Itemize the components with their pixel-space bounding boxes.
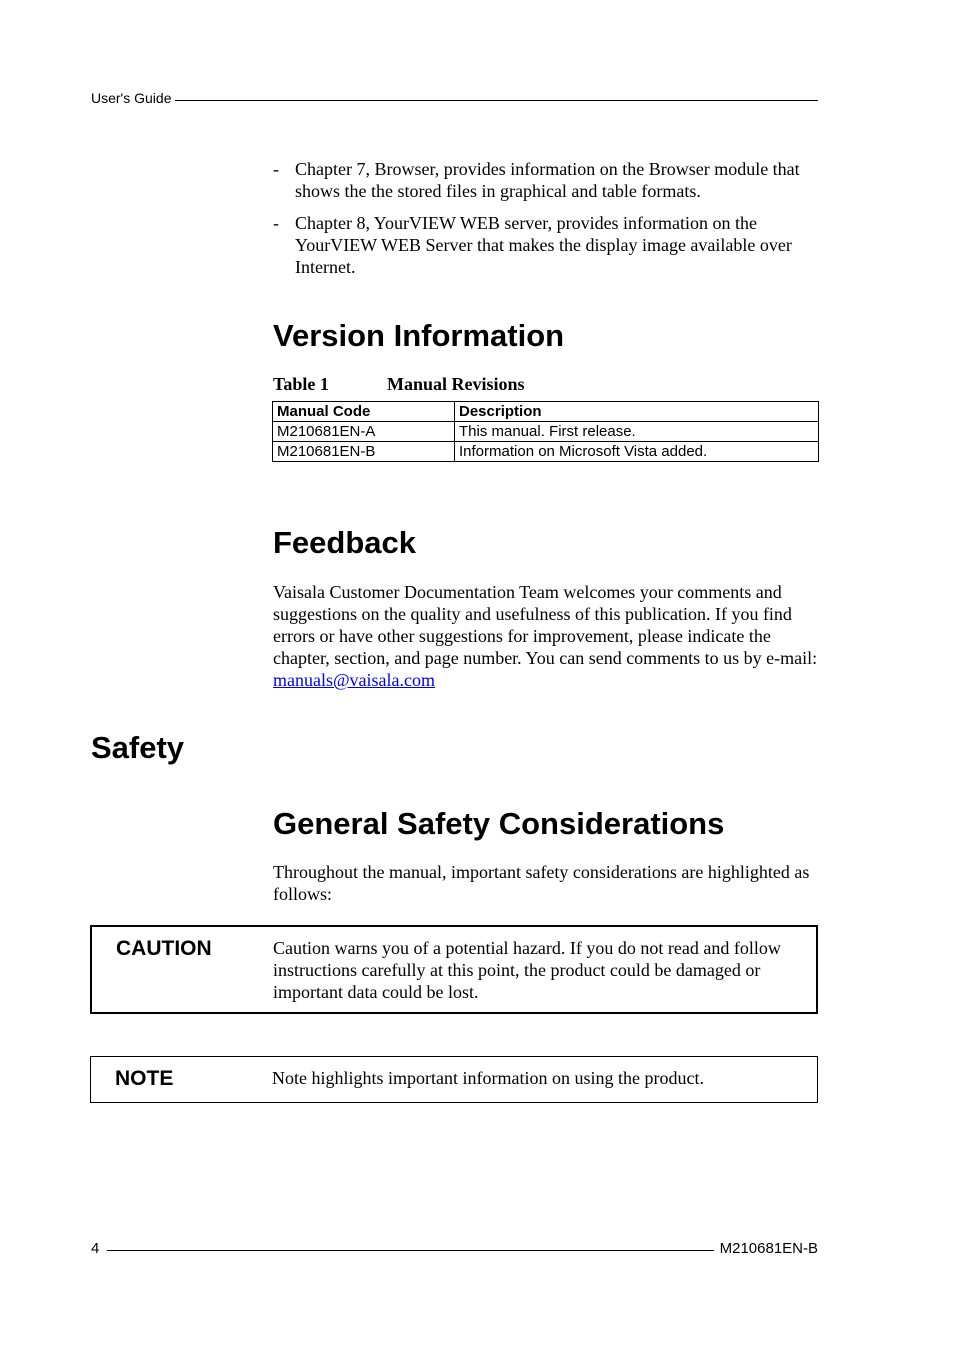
feedback-paragraph (273, 581, 818, 691)
footer-rule (107, 1250, 713, 1251)
header-title: User's Guide (91, 90, 172, 106)
note-box (90, 1056, 818, 1103)
caution-label: CAUTION (116, 937, 212, 960)
page-footer (91, 1240, 818, 1257)
footer-doc-code: M210681EN-B (719, 1240, 818, 1257)
page-number: 4 (91, 1240, 100, 1257)
general-safety-heading: General Safety Considerations (273, 806, 725, 841)
caution-box (90, 925, 818, 1014)
bullet-dash: - (273, 159, 279, 179)
list-item (273, 158, 818, 202)
safety-heading: Safety (91, 730, 185, 765)
bullet-text: Chapter 8, YourVIEW WEB server, provides information on the YourVIEW WEB Server that makes the display image available over Internet. (295, 213, 792, 277)
bullet-dash: - (273, 213, 279, 233)
table-caption-number: Table 1 (273, 374, 329, 394)
table-row (273, 422, 819, 442)
note-label: NOTE (115, 1067, 174, 1090)
feedback-email-link[interactable]: manuals@vaisala.com (273, 670, 436, 690)
table-row (273, 442, 819, 462)
header-rule (175, 100, 818, 101)
table-caption (273, 374, 525, 395)
column-header-manual-code: Manual Code (273, 402, 455, 422)
page-header (91, 90, 818, 106)
note-text: Note highlights important information on using the product. (272, 1068, 704, 1088)
safety-intro-paragraph: Throughout the manual, important safety considerations are highlighted as follows: (273, 862, 810, 904)
cell-description: This manual. First release. (455, 422, 819, 442)
feedback-body: Vaisala Customer Documentation Team welcomes your comments and suggestions on the quality and usefulness of this publication. If you find errors or have other suggestions for improvement, please indicate the chapter, section, and page number. You can send comments to us by e-mail: (273, 582, 818, 668)
list-item (273, 212, 818, 278)
intro-bullet-list (273, 158, 818, 288)
cell-description: Information on Microsoft Vista added. (455, 442, 819, 462)
table-header-row (273, 402, 819, 422)
manual-revisions-table (272, 401, 819, 462)
table-caption-title: Manual Revisions (387, 374, 525, 394)
cell-manual-code: M210681EN-B (273, 442, 455, 462)
version-information-heading: Version Information (273, 318, 565, 353)
feedback-heading: Feedback (273, 525, 417, 560)
cell-manual-code: M210681EN-A (273, 422, 455, 442)
caution-text: Caution warns you of a potential hazard. If you do not read and follow instructions carefully at this point, the product could be damaged or important data could be lost. (273, 938, 781, 1002)
column-header-description: Description (455, 402, 819, 422)
bullet-text: Chapter 7, Browser, provides information on the Browser module that shows the the stored files in graphical and table formats. (295, 159, 800, 201)
